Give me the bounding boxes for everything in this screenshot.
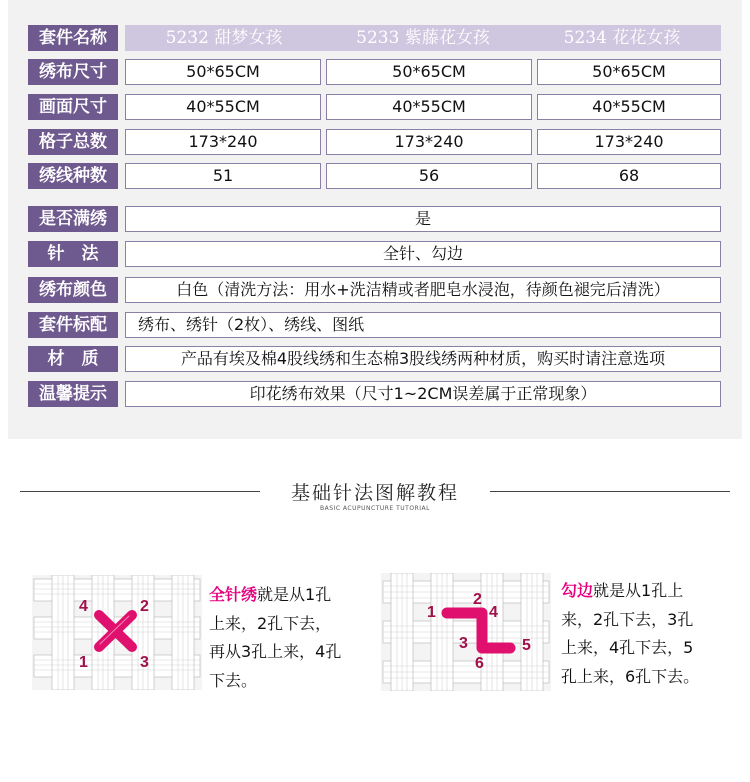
hole-number: 5 [522,637,531,654]
row-value: 50*65CM [326,59,532,85]
row-value: 白色（清洗方法：用水+洗洁精或者肥皂水浸泡，待颜色褪完后清洗） [125,277,721,303]
hole-number: 4 [489,604,498,621]
tutorial-subtitle: BASIC ACUPUNCTURE TUTORIAL [320,505,430,512]
row-value: 产品有埃及棉4股线绣和生态棉3股线绣两种材质，购买时请注意选项 [125,346,721,372]
full-stitch-description [209,581,369,695]
row-value: 50*65CM [537,59,721,85]
description-line: 上来，2孔下去， [209,613,332,633]
row-label: 套件标配 [28,312,118,338]
row-label: 材 质 [28,346,118,372]
tutorial-title: 基础针法图解教程 [290,482,459,504]
hole-number: 1 [79,654,88,671]
header-label: 套件名称 [28,25,118,51]
full-stitch-name: 全针绣 [209,585,258,604]
full-stitch-diagram [32,575,202,690]
fabric-weave [381,573,551,691]
description-line: 孔上来，6孔下去。 [561,666,700,686]
row-label: 是否满绣 [28,206,118,232]
description-line: 再从3孔上来，4孔 [209,642,342,661]
row-value: 173*240 [326,129,532,155]
row-value: 全针、勾边 [125,241,721,267]
description-line: 上来，4孔下去，5 [561,638,694,657]
product-name-2: 5233 紫藤花女孩 [356,28,490,48]
hole-number: 6 [475,655,484,672]
row-label: 格子总数 [28,129,118,155]
row-value: 50*65CM [125,59,321,85]
row-value: 印花绣布效果（尺寸1~2CM误差属于正常现象） [125,381,721,407]
back-stitch-name: 勾边 [561,581,594,600]
back-stitch-diagram [381,573,551,691]
row-value: 173*240 [537,129,721,155]
description-line: 就是从1孔上 [593,581,684,600]
row-value: 40*55CM [125,94,321,120]
row-label: 温馨提示 [28,381,118,407]
product-header [125,25,721,51]
hole-number: 1 [427,604,436,621]
row-label: 绣线种数 [28,163,118,189]
row-label: 画面尺寸 [28,94,118,120]
row-value: 56 [326,163,532,189]
row-value: 40*55CM [537,94,721,120]
row-value: 68 [537,163,721,189]
product-name-3: 5234 花花女孩 [563,28,681,48]
row-value: 173*240 [125,129,321,155]
back-stitch-description [561,577,731,691]
row-label: 绣布颜色 [28,277,118,303]
row-value: 51 [125,163,321,189]
hole-number: 3 [459,635,468,652]
hole-number: 2 [140,598,149,615]
hole-number: 2 [473,591,482,608]
row-value: 绣布、绣针（2枚）、绣线、图纸 [125,312,721,338]
description-line: 下去。 [209,670,258,690]
description-line: 来，2孔下去，3孔 [561,609,694,629]
description-line: 就是从1孔 [257,585,332,604]
hole-number: 3 [140,654,149,671]
row-value: 40*55CM [326,94,532,120]
row-label: 绣布尺寸 [28,59,118,85]
product-name-1: 5232 甜梦女孩 [165,28,283,48]
row-value: 是 [125,206,721,232]
hole-number: 4 [79,598,88,615]
row-label: 针 法 [28,241,118,267]
